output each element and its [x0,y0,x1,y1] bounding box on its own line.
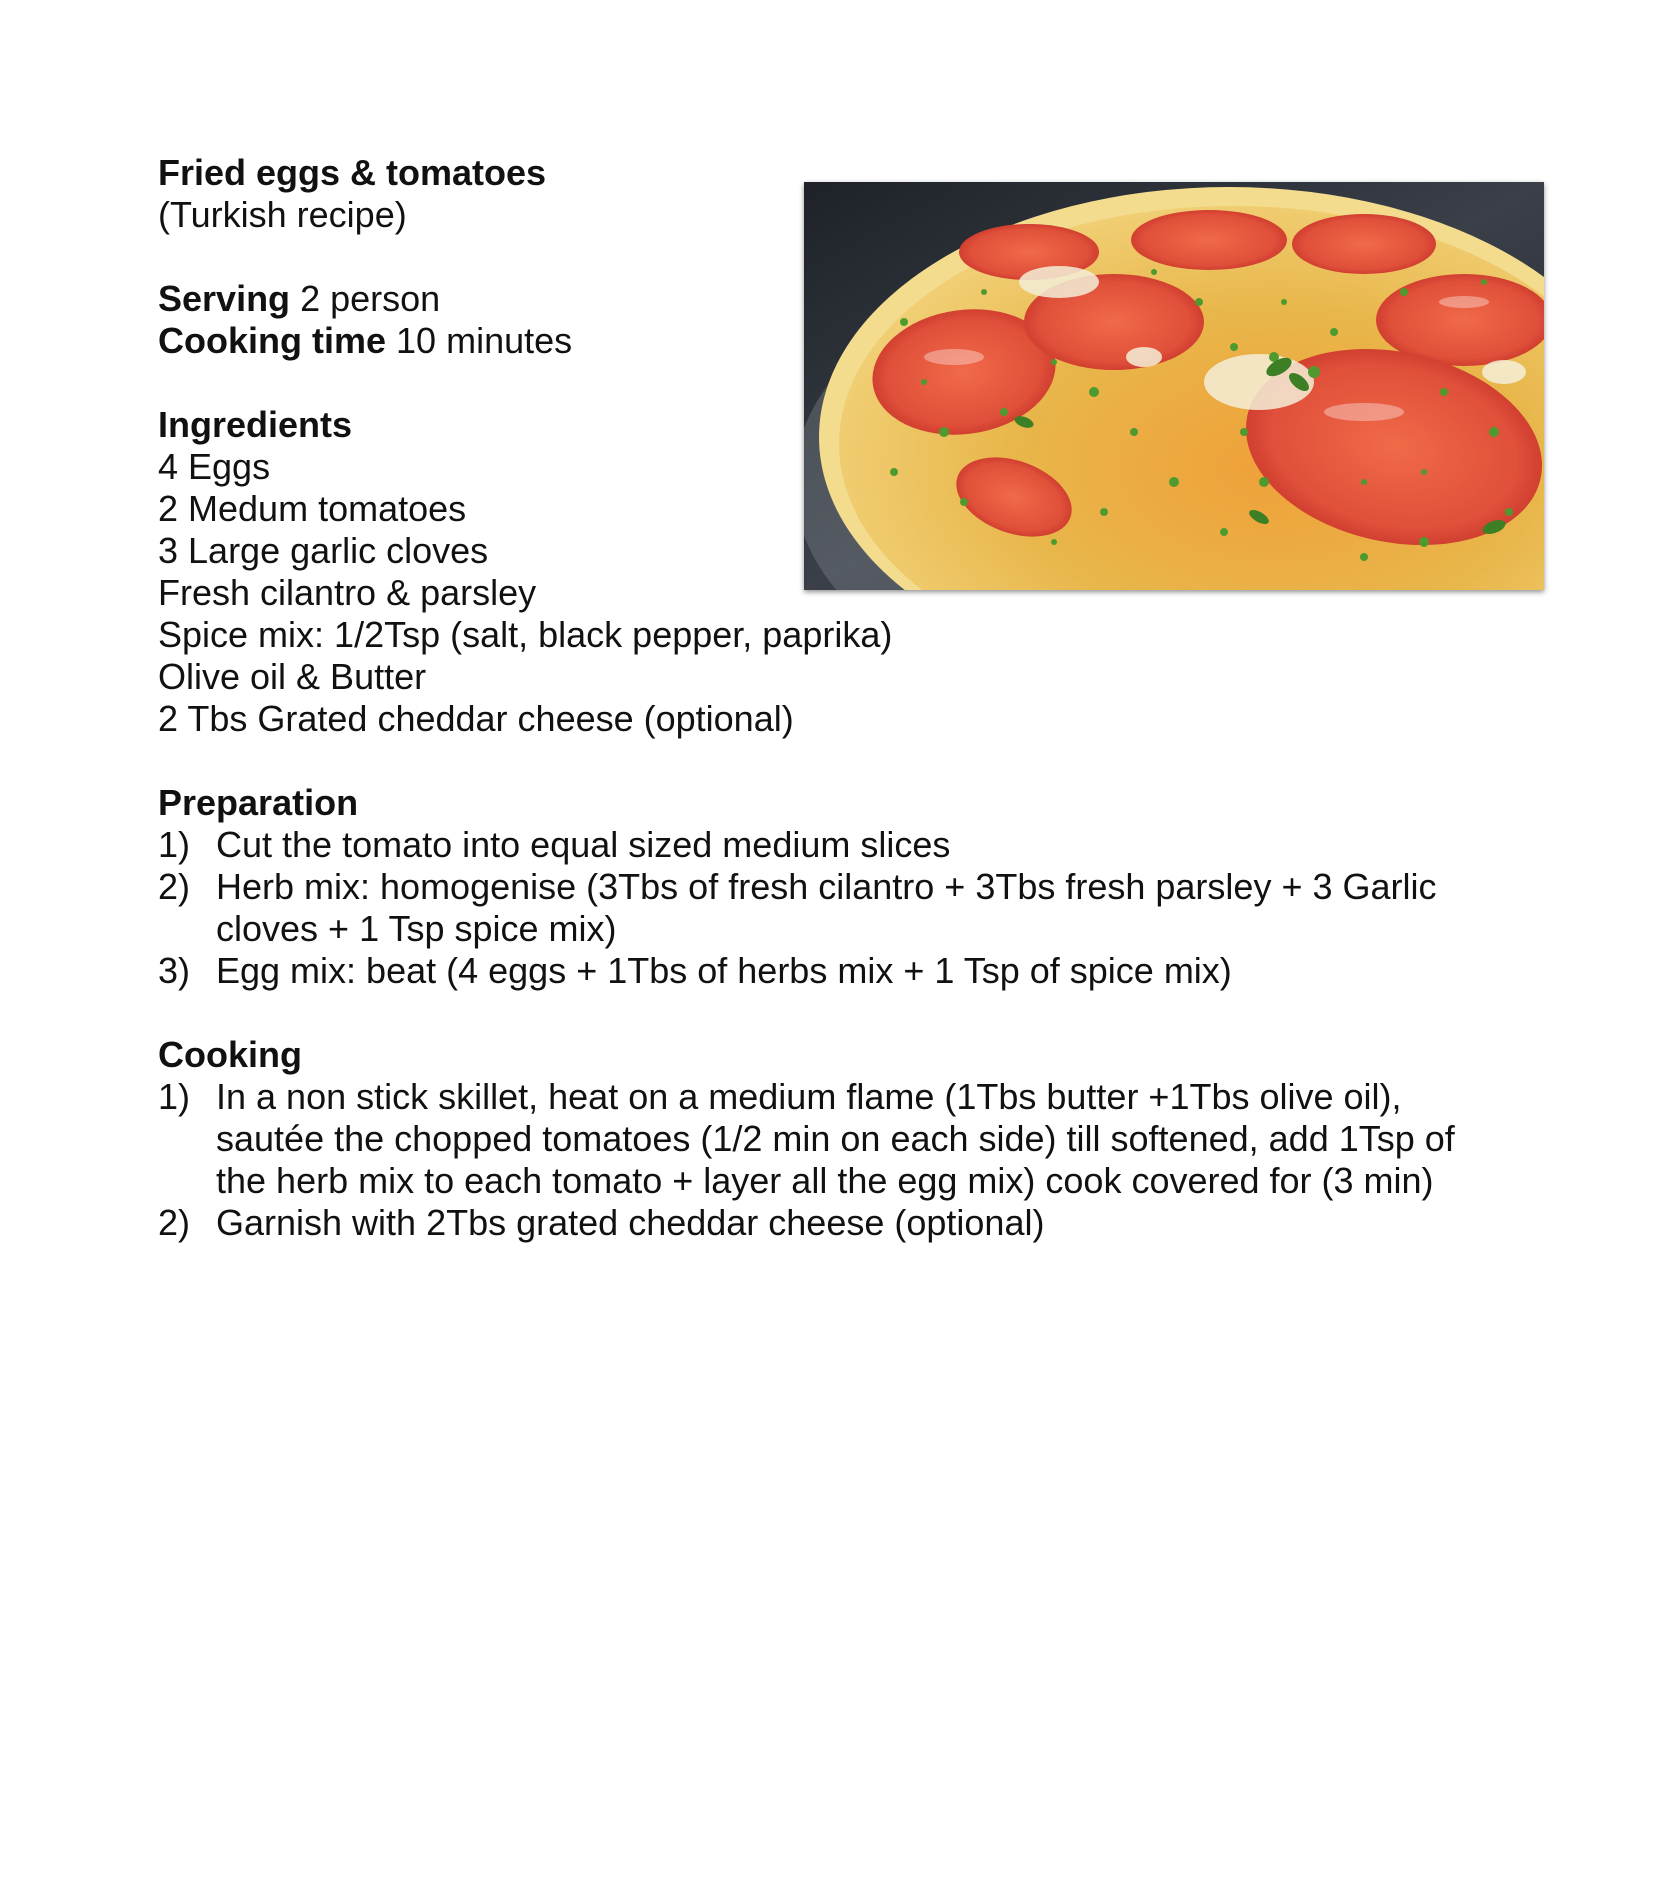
serving-label: Serving [158,278,291,319]
cooking-time-label: Cooking time [158,320,387,361]
ingredients-heading: Ingredients [158,404,353,445]
recipe-subtitle: (Turkish recipe) [158,194,407,235]
cooking-heading: Cooking [158,1034,302,1075]
ingredient-item: 3 Large garlic cloves [158,530,489,571]
preparation-step [158,950,1538,992]
step-number: 1) [158,824,191,865]
preparation-step [158,866,1538,950]
step-text: In a non stick skillet, heat on a medium flame (1Tbs butter +1Tbs olive oil), [216,1076,1402,1117]
ingredient-item: Fresh cilantro & parsley [158,572,537,613]
step-number: 3) [158,950,191,991]
serving-value: 2 person [300,278,441,319]
ingredient-item: Olive oil & Butter [158,656,427,697]
cooking-step [158,1076,1538,1202]
dish-photo [804,182,1544,590]
ingredient-item: 2 Medum tomatoes [158,488,467,529]
recipe-title: Fried eggs & tomatoes [158,152,547,193]
step-text: Cut the tomato into equal sized medium slices [216,824,951,865]
preparation-heading: Preparation [158,782,359,823]
cooking-steps [158,1076,1538,1244]
step-text: cloves + 1 Tsp spice mix) [216,908,617,949]
step-text: Egg mix: beat (4 eggs + 1Tbs of herbs mix + 1 Tsp of spice mix) [216,950,1232,991]
step-text: the herb mix to each tomato + layer all the egg mix) cook covered for (3 min) [216,1160,1434,1201]
ingredient-item: 2 Tbs Grated cheddar cheese (optional) [158,698,794,739]
cooking-step [158,1202,1538,1244]
ingredient-item: Spice mix: 1/2Tsp (salt, black pepper, paprika) [158,614,893,655]
step-number: 2) [158,866,191,907]
step-text: Herb mix: homogenise (3Tbs of fresh cilantro + 3Tbs fresh parsley + 3 Garlic [216,866,1437,907]
preparation-step [158,824,1538,866]
step-number: 1) [158,1076,191,1117]
step-text: Garnish with 2Tbs grated cheddar cheese (optional) [216,1202,1045,1243]
ingredient-item: 4 Eggs [158,446,271,487]
cooking-time-value: 10 minutes [396,320,573,361]
step-number: 2) [158,1202,191,1243]
omelette-illustration [804,182,1544,590]
preparation-steps [158,824,1538,992]
step-text: sautée the chopped tomatoes (1/2 min on each side) till softened, add 1Tsp of [216,1118,1455,1159]
